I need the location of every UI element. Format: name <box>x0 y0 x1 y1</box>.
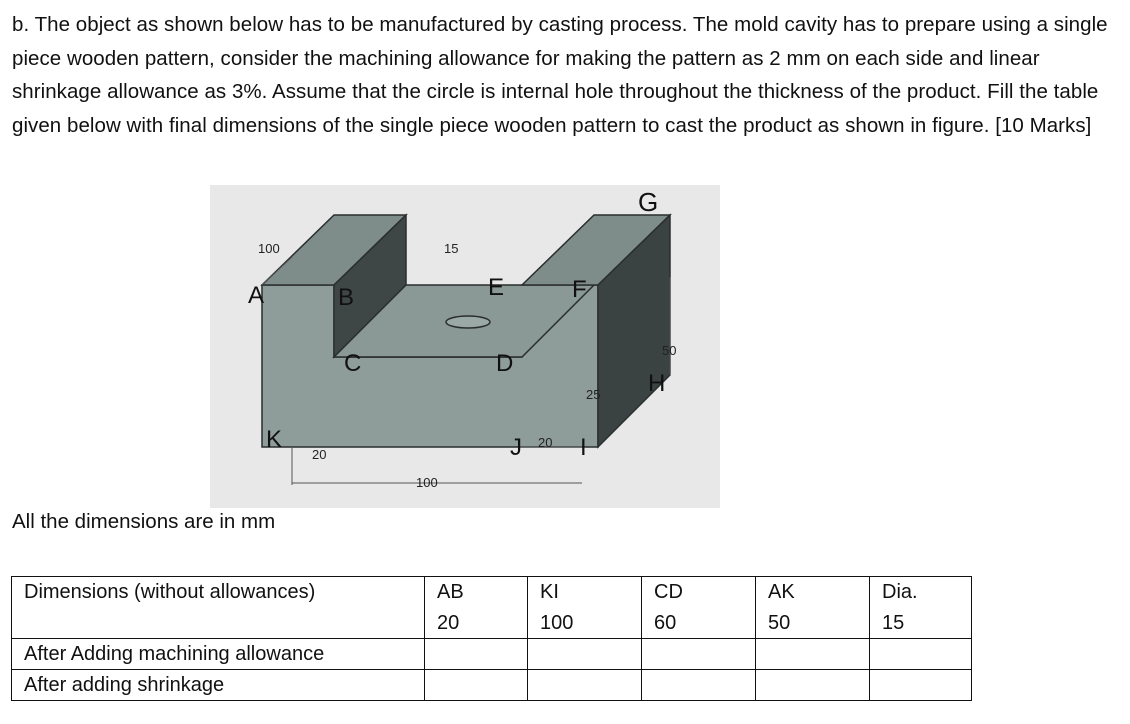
col-ak-value: 50 <box>768 612 791 634</box>
label-k: K <box>266 426 283 453</box>
dimensions-table <box>11 576 972 701</box>
dim-top-hole: 15 <box>444 241 459 256</box>
label-i: I <box>580 434 587 461</box>
question-text: b. The object as shown below has to be manufactured by casting process. The mold cavity has to prepare using a single piece wooden pattern, consider the machining allowance for making the pattern as 2 mm on each side and linear shrinkage allowance as 3%. Assume that the circle is internal hole throughout the thickness of the product. Fill the table given below with final dimensions of the single piece wooden pattern to cast the product as shown in figure. [10 Marks] <box>12 13 1108 137</box>
label-e: E <box>488 274 505 301</box>
dim-bottom-left: 20 <box>312 447 327 462</box>
dim-bottom-mid: 100 <box>416 475 438 490</box>
col-ki-value: 100 <box>540 612 574 634</box>
label-g: G <box>638 187 659 217</box>
table-row <box>12 577 972 639</box>
shrinkage-dia-input[interactable] <box>870 670 972 701</box>
dim-right-side: 50 <box>662 343 677 358</box>
label-c: C <box>344 350 362 377</box>
shrinkage-ab-input[interactable] <box>425 670 528 701</box>
units-note: All the dimensions are in mm <box>12 510 276 533</box>
machining-ak-input[interactable] <box>756 639 870 670</box>
col-ab-value: 20 <box>437 612 460 634</box>
shrinkage-ki-input[interactable] <box>528 670 642 701</box>
label-b: B <box>338 284 355 311</box>
col-dia-value: 15 <box>882 612 905 634</box>
machining-cd-input[interactable] <box>642 639 756 670</box>
col-cd-cell <box>642 577 756 639</box>
shrinkage-cd-input[interactable] <box>642 670 756 701</box>
machining-ab-input[interactable] <box>425 639 528 670</box>
label-f: F <box>572 276 587 303</box>
col-ki-name: KI <box>540 581 559 603</box>
machining-ki-input[interactable] <box>528 639 642 670</box>
label-j: J <box>510 434 522 461</box>
machining-dia-input[interactable] <box>870 639 972 670</box>
shrinkage-ak-input[interactable] <box>756 670 870 701</box>
casting-figure <box>210 185 720 508</box>
col-ak-name: AK <box>768 581 795 603</box>
col-cd-name: CD <box>654 581 683 603</box>
col-ab-cell <box>425 577 528 639</box>
table-row <box>12 670 972 701</box>
col-ki-cell <box>528 577 642 639</box>
dim-slot-depth: 25 <box>586 387 601 402</box>
col-ab-name: AB <box>437 581 464 603</box>
isometric-part-drawing <box>210 185 720 508</box>
col-ak-cell <box>756 577 870 639</box>
dim-bottom-right: 20 <box>538 435 553 450</box>
col-dia-name: Dia. <box>882 581 918 603</box>
table-row <box>12 639 972 670</box>
header-label: Dimensions (without allowances) <box>24 581 316 603</box>
row-machining-label: After Adding machining allowance <box>12 639 425 670</box>
table-header-label-cell <box>12 577 425 639</box>
dim-top-left: 100 <box>258 241 280 256</box>
col-dia-cell <box>870 577 972 639</box>
row-shrinkage-label: After adding shrinkage <box>12 670 425 701</box>
label-h: H <box>648 370 666 397</box>
label-d: D <box>496 350 514 377</box>
hole-circle <box>446 316 490 328</box>
label-a: A <box>248 282 265 309</box>
col-cd-value: 60 <box>654 612 677 634</box>
